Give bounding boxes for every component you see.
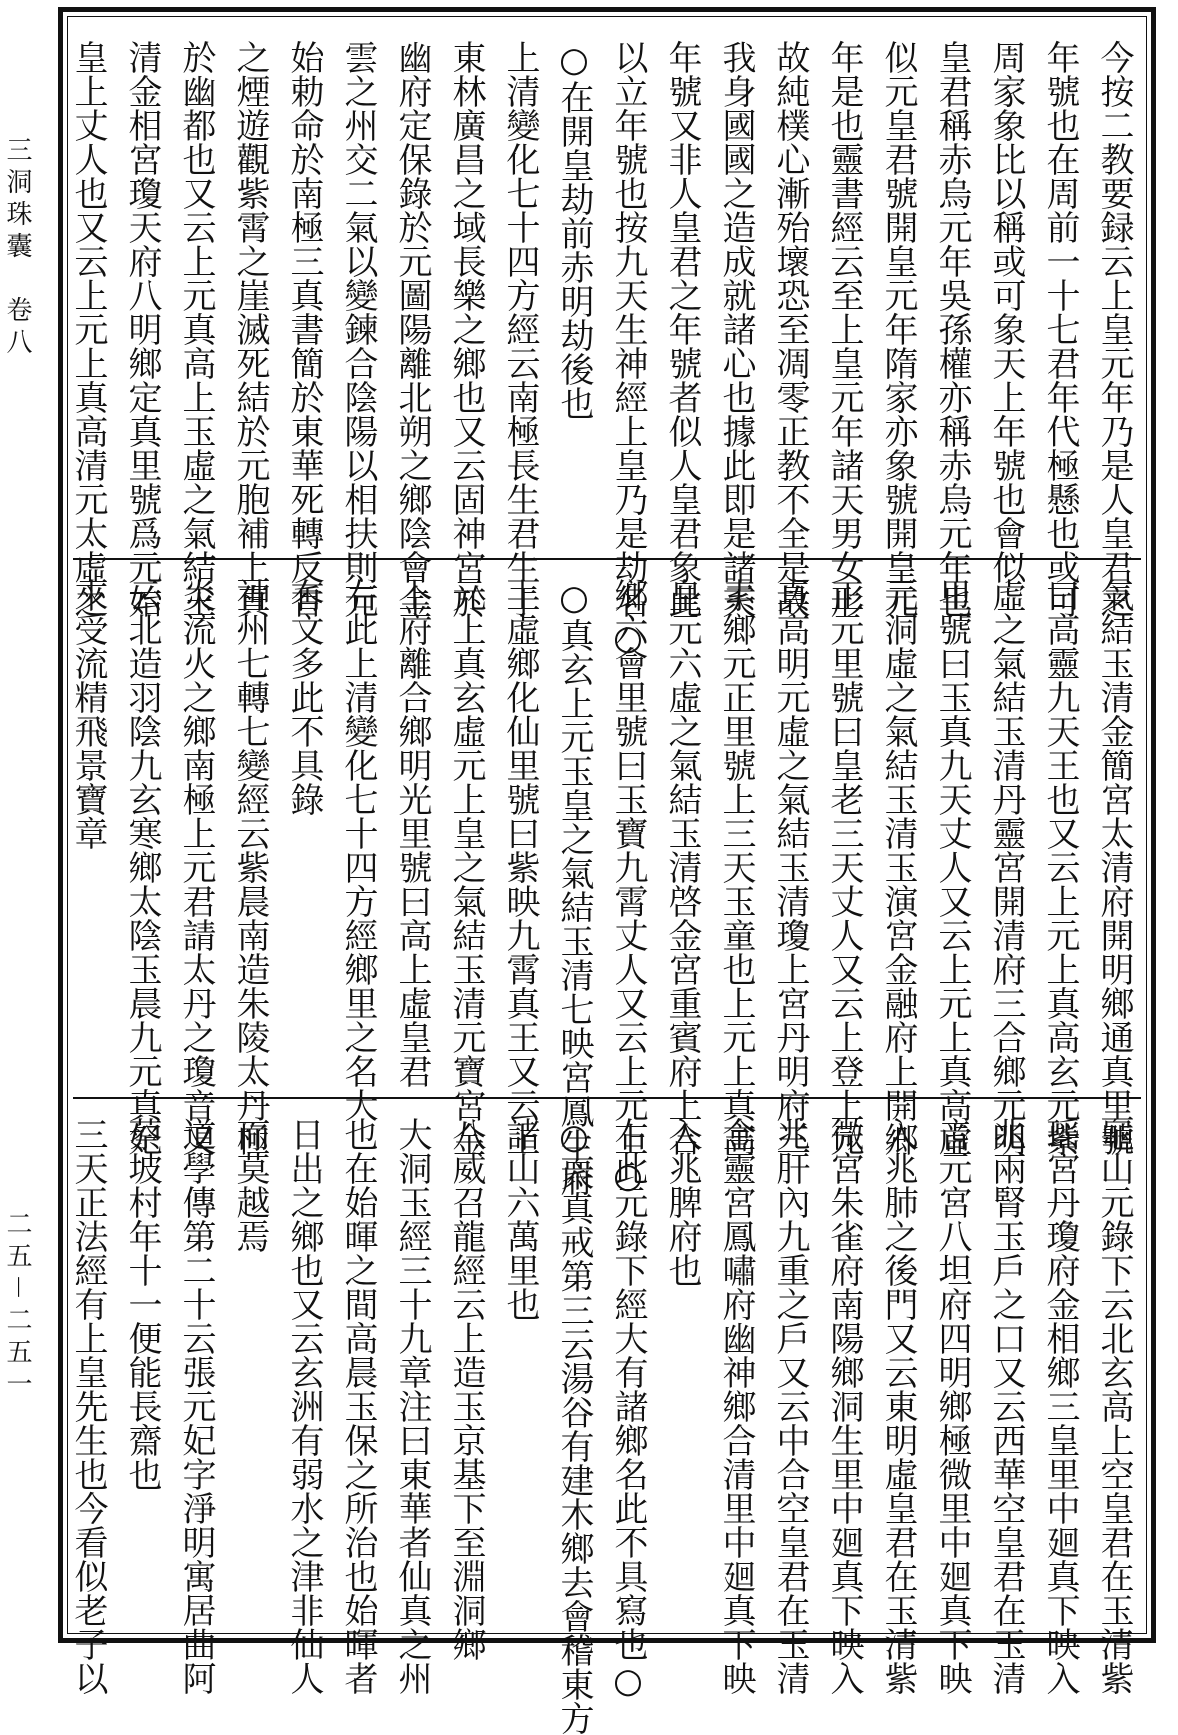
text-column: 故純樸心漸殆壞恐至凋零正教不全是故 [770, 40, 810, 618]
margin-page-number: 二五－二五一 [2, 1210, 32, 1403]
text-column: 皇元六虛之氣結玉清啓金宮重賓府上合 [662, 578, 702, 1156]
text-column: 神州七轉七變經云紫晨南造朱陵太丹極 [230, 578, 270, 1156]
text-column: 諸山六萬里也 [500, 1117, 540, 1321]
text-column: ○衆真戒第三云湯谷有建木鄉去會稽東方 [554, 1117, 594, 1735]
text-column: ○在開皇劫前赤明劫後也 [554, 40, 594, 420]
text-column: 上府離合鄉明光里號曰高上虛皇君 [392, 578, 432, 1088]
text-column: 入兆脾府也 [662, 1117, 702, 1287]
text-column: 右此元錄下經大有諸鄉名此不具寫也○ [608, 1117, 648, 1701]
text-column: 東林廣昌之域長樂之鄉也又云固神宮於 [446, 40, 486, 618]
text-column: 入兆肺之後門又云東明虛皇君在玉清紫 [878, 1117, 918, 1695]
text-column: 曰高靈九天王也又云上元上真高玄元紫 [1040, 578, 1080, 1156]
text-column: 有文多此不具錄 [284, 578, 324, 816]
text-column: 皇君稱赤烏元年吳孫權亦稱赤烏元年也 [932, 40, 972, 618]
text-column: 我身國國之造成就諸心也據此即是諸天 [716, 40, 756, 618]
text-column: 蔡坡村年十一便能長齋也 [122, 1117, 162, 1491]
text-column: 年號也在周前一十七君年代極懸也或可 [1040, 40, 1080, 618]
text-column: 大洞玉經三十九章注曰東華者仙真之州 [392, 1117, 432, 1695]
text-column: 雲之州交二氣以變鍊合陰陽以相扶則元 [338, 40, 378, 618]
text-column: 正元里號曰皇老三天丈人又云上登上元 [824, 578, 864, 1156]
text-column: 鄉六會里號曰玉寶九霄丈人又云上元上○ [608, 578, 648, 1196]
text-column: 清金相宮瓊天府八明鄉定真里號爲元始 [122, 40, 162, 618]
page-frame [58, 7, 1156, 1735]
text-column: 瑶宮丹瓊府金相鄉三皇里中廻真下映入 [1040, 1117, 1080, 1695]
text-column: 以立年號也按九天生神經上皇乃是劫名○ [608, 40, 648, 658]
text-column: 之煙遊觀紫霄之崖滅死結於元胞補上真 [230, 40, 270, 618]
text-column: 日出之鄉也又云玄洲有弱水之津非仙人 [284, 1117, 324, 1695]
text-column: 炎流火之鄉南極上元君請太丹之瓊音又 [176, 578, 216, 1156]
text-column: 虛之氣結玉清丹靈宮開清府三合鄉元明 [986, 578, 1026, 1156]
text-column: 音元宮八坦府四明鄉極微里中廻真下映 [932, 1117, 972, 1695]
text-column: 真高明元虛之氣結玉清瓊上宮丹明府三 [770, 578, 810, 1156]
text-column: 今按二教要録云上皇元年乃是人皇君之 [1094, 40, 1134, 618]
text-column: 於幽都也又云上元真高上玉虛之氣結玉 [176, 40, 216, 618]
text-panel-bottom [68, 1097, 1141, 1735]
text-column: 兆兩腎玉戶之口又云西華空皇君在玉清 [986, 1117, 1026, 1695]
text-column: 皇上丈人也又云上元上真高清元太虛之 [68, 40, 108, 618]
text-column: 道學傳第二十云張元妃字淨明寓居曲阿 [176, 1117, 216, 1695]
text-column: 龜山元錄下云北玄高上空皇君在玉清紫 [1094, 1117, 1134, 1695]
text-column: ○真玄上元玉皇之氣結玉清七映宮鳳生府 [554, 578, 594, 1196]
text-column: 上清變化七十四方經云南極長生君生于 [500, 40, 540, 618]
text-column: 元上真玄虛元上皇之氣結玉清元寶宮金 [446, 578, 486, 1156]
text-column: 也在始暉之間高晨玉保之所治也始暉者 [338, 1117, 378, 1695]
text-column: 金靈宮鳳嘯府幽神鄉合清里中廻真下映 [716, 1117, 756, 1695]
text-columns [68, 40, 1141, 658]
text-column: 氣結玉清金簡宮太清府開明鄉通真里號 [1094, 578, 1134, 1156]
margin-title: 三洞珠囊 卷八 [2, 136, 32, 360]
text-column: 右此上清變化七十四方經鄉里之名大 [338, 578, 378, 1122]
text-column: 始勅命於南極三真書簡於東華死轉反香 [284, 40, 324, 618]
text-columns [68, 1117, 1141, 1735]
text-column: 周家象比以稱或可象天上年號也會似 [986, 40, 1026, 584]
text-column: 年號又非人皇君之年號者似人皇君象此 [662, 40, 702, 618]
text-column: 年是也靈書經云至上皇元年諸天男女形 [824, 40, 864, 618]
text-column: 而莫越焉 [230, 1117, 270, 1253]
text-column: 素鄉元正里號上三天玉童也上元上真高 [716, 578, 756, 1156]
text-column: 八威召龍經云上造玉京基下至淵洞鄉 [446, 1117, 486, 1661]
text-column: 似元皇君號開皇元年隋家亦象號開皇元 [878, 40, 918, 618]
text-column: 里號曰玉真九天丈人又云上元上真高虛 [932, 578, 972, 1156]
text-column: 來受流精飛景寶章 [68, 578, 108, 850]
text-column: 上虛鄉化仙里號曰紫映九霄真王又云上 [500, 578, 540, 1156]
text-panel-top [68, 22, 1141, 658]
text-column: 兆肝內九重之戶又云中合空皇君在玉清 [770, 1117, 810, 1695]
text-column: 幽府定保錄於元圖陽離北朔之鄉陰會金 [392, 40, 432, 618]
text-column: 微宮朱雀府南陽鄉洞生里中廻真下映入 [824, 1117, 864, 1695]
text-column: 三天正法經有上皇先生也今看似老子以 [68, 1117, 108, 1695]
text-column: 云北造羽陰九玄寒鄉太陰玉晨九元真妃 [122, 578, 162, 1156]
text-column: 元洞虛之氣結玉清玉演宮金融府上開鄉 [878, 578, 918, 1156]
